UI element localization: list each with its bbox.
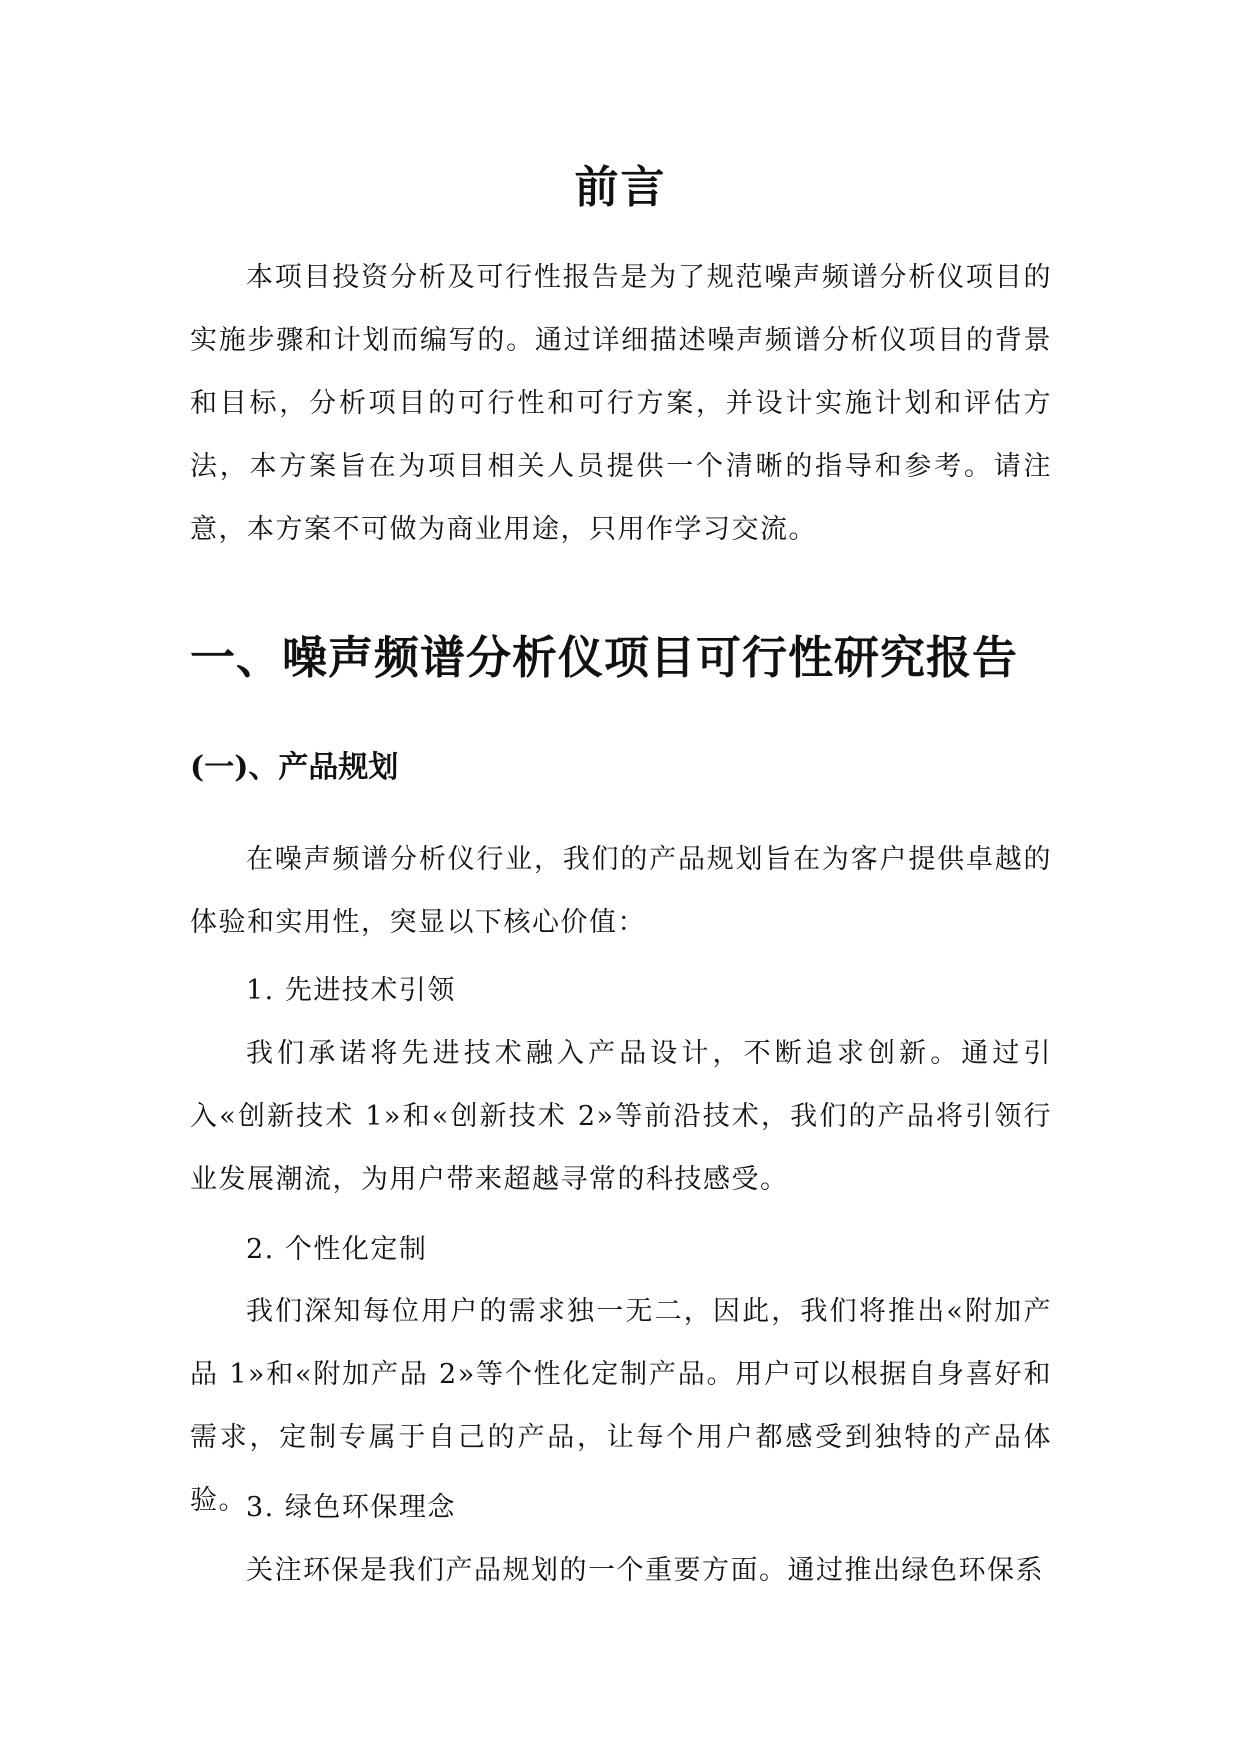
preface-title: 前言 <box>574 162 667 213</box>
list-item-heading-2: 2. 个性化定制 <box>246 1234 428 1265</box>
preface-paragraph: 本项目投资分析及可行性报告是为了规范噪声频谱分析仪项目的实施步骤和计划而编写的。通过详细描述噪声频谱分析仪项目的背景和目标，分析项目的可行性和可行方案，并设计实施计划和评估方法，本方案旨在为项目相关人员提供一个清晰的指导和参考。请注意，本方案不可做为商业用途，只用作学习交流。 <box>190 262 1052 545</box>
list-item-body-2: 我们深知每位用户的需求独一无二，因此，我们将推出«附加产品 1»和«附加产品 2»等个性化定制产品。用户可以根据自身喜好和需求，定制专属于自己的产品，让每个用户都感受到独特的产品体验。 <box>190 1296 1052 1516</box>
section-title: (一)、产品规划 <box>190 750 399 785</box>
list-item-body-1: 我们承诺将先进技术融入产品设计，不断追求创新。通过引入«创新技术 1»和«创新技术 2»等前沿技术，我们的产品将引领行业发展潮流，为用户带来超越寻常的科技感受。 <box>190 1038 1052 1195</box>
list-item-body-3: 关注环保是我们产品规划的一个重要方面。通过推出绿色环保系 <box>246 1555 1044 1586</box>
chapter-title: 一、噪声频谱分析仪项目可行性研究报告 <box>190 631 1019 684</box>
section-intro-paragraph: 在噪声频谱分析仪行业，我们的产品规划旨在为客户提供卓越的体验和实用性，突显以下核心价值： <box>190 844 1052 938</box>
list-item-heading-3: 3. 绿色环保理念 <box>246 1492 456 1523</box>
list-item-heading-1: 1. 先进技术引领 <box>246 975 456 1006</box>
